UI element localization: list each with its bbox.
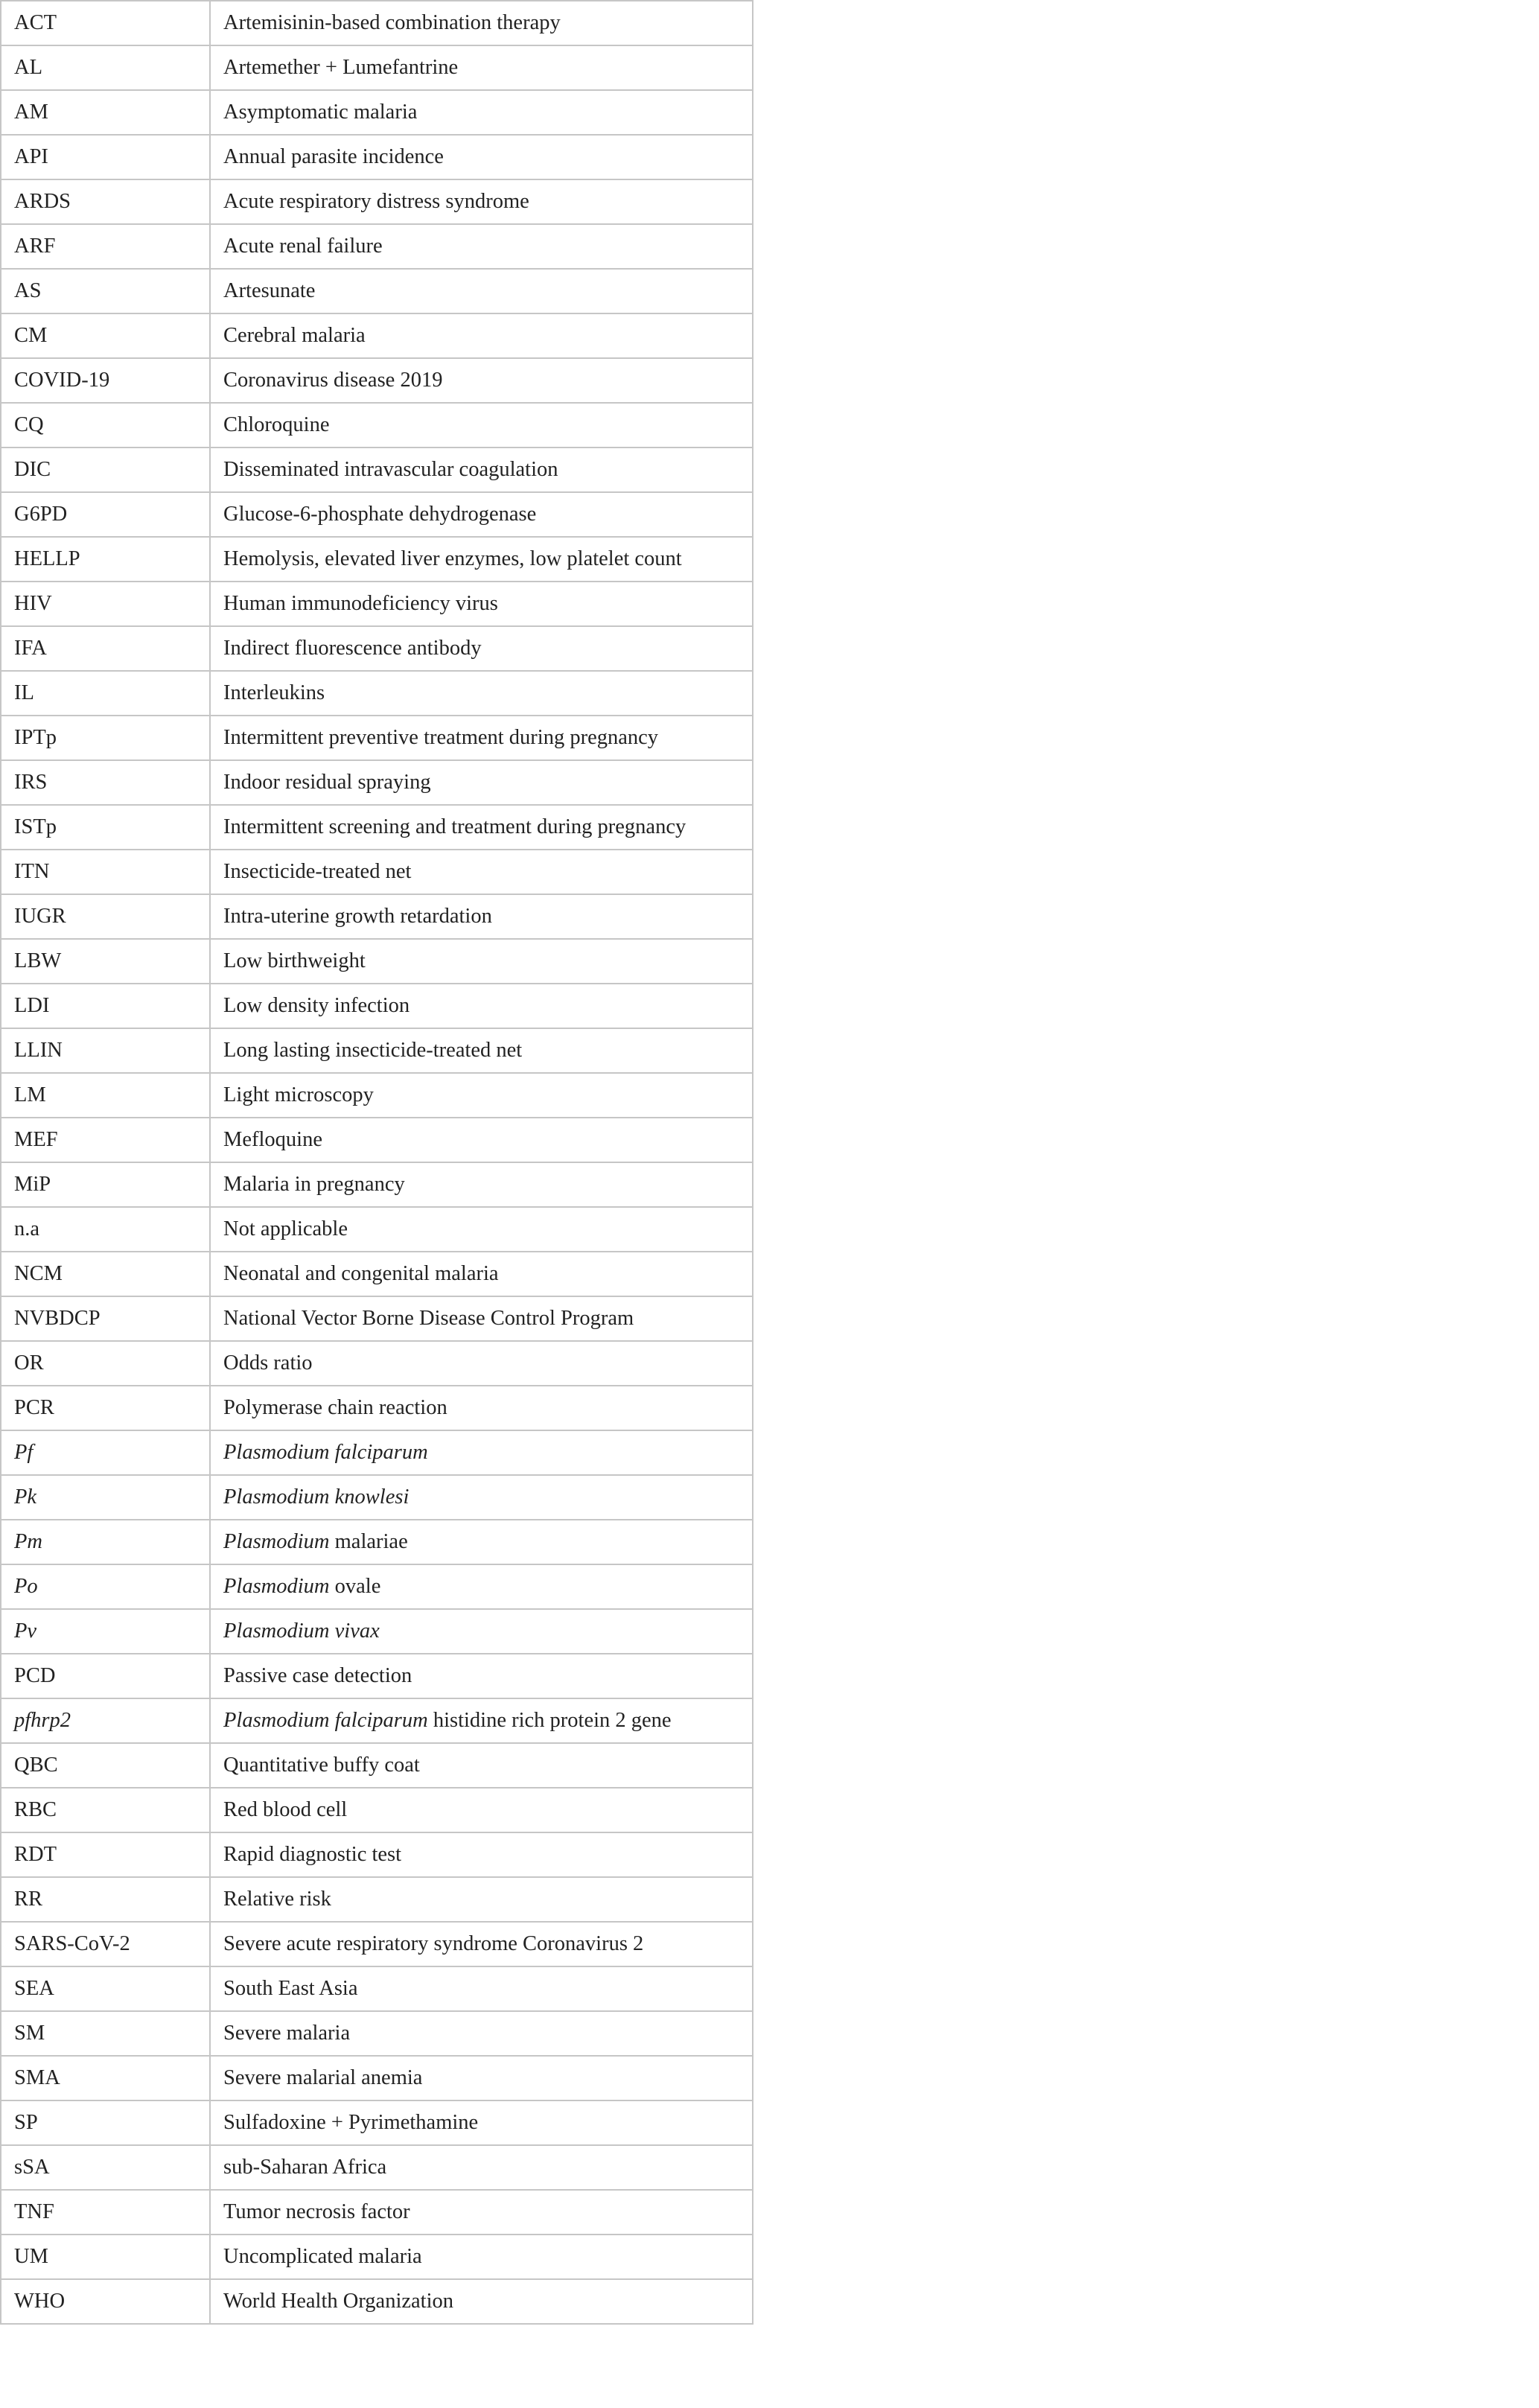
definition-cell: Indirect fluorescence antibody xyxy=(210,626,753,671)
table-row xyxy=(1,1966,753,2011)
abbreviation-cell: IPTp xyxy=(1,716,210,760)
abbreviation-cell: TNF xyxy=(1,2190,210,2235)
abbreviation-cell: SMA xyxy=(1,2056,210,2100)
table-row xyxy=(1,1877,753,1922)
definition-cell: Odds ratio xyxy=(210,1341,753,1386)
abbreviations-table-body xyxy=(1,1,753,2324)
abbreviation-cell: RDT xyxy=(1,1832,210,1877)
table-row xyxy=(1,716,753,760)
definition-cell: Cerebral malaria xyxy=(210,313,753,358)
definition-cell xyxy=(210,1609,753,1654)
definition-cell: Neonatal and congenital malaria xyxy=(210,1252,753,1296)
table-row xyxy=(1,135,753,179)
definition-cell: Polymerase chain reaction xyxy=(210,1386,753,1430)
definition-cell: Interleukins xyxy=(210,671,753,716)
abbreviation-cell: SP xyxy=(1,2100,210,2145)
table-row xyxy=(1,313,753,358)
abbreviation-text: Pm xyxy=(14,1529,42,1553)
abbreviation-cell: PCD xyxy=(1,1654,210,1698)
definition-cell: Disseminated intravascular coagulation xyxy=(210,447,753,492)
definition-cell: Severe acute respiratory syndrome Coronavirus 2 xyxy=(210,1922,753,1966)
table-row xyxy=(1,2011,753,2056)
definition-cell: Malaria in pregnancy xyxy=(210,1162,753,1207)
table-row xyxy=(1,2145,753,2190)
definition-cell xyxy=(210,1520,753,1564)
table-row xyxy=(1,626,753,671)
table-row xyxy=(1,2056,753,2100)
abbreviation-cell: MEF xyxy=(1,1118,210,1162)
table-row xyxy=(1,1028,753,1073)
definition-italic-text: Plasmodium knowlesi xyxy=(223,1485,410,1509)
abbreviation-cell: ARF xyxy=(1,224,210,269)
abbreviation-cell: AM xyxy=(1,90,210,135)
abbreviation-cell: AL xyxy=(1,45,210,90)
table-row xyxy=(1,1520,753,1564)
abbreviation-text: Pv xyxy=(14,1619,37,1643)
abbreviation-cell: LM xyxy=(1,1073,210,1118)
definition-cell xyxy=(210,1430,753,1475)
table-row xyxy=(1,1296,753,1341)
definition-text: histidine rich protein 2 gene xyxy=(427,1708,672,1732)
table-row xyxy=(1,1475,753,1520)
definition-cell: Intermittent screening and treatment during pregnancy xyxy=(210,805,753,850)
definition-text: malariae xyxy=(329,1529,408,1553)
table-row xyxy=(1,45,753,90)
abbreviation-cell: LLIN xyxy=(1,1028,210,1073)
definition-cell xyxy=(210,1475,753,1520)
definition-text: ovale xyxy=(329,1574,381,1598)
table-row xyxy=(1,984,753,1028)
table-row xyxy=(1,179,753,224)
abbreviation-cell: NVBDCP xyxy=(1,1296,210,1341)
abbreviation-cell: SEA xyxy=(1,1966,210,2011)
definition-cell: Chloroquine xyxy=(210,403,753,447)
table-row xyxy=(1,358,753,403)
table-row xyxy=(1,939,753,984)
abbreviation-text: Pf xyxy=(14,1440,34,1464)
table-row xyxy=(1,582,753,626)
definition-cell: Coronavirus disease 2019 xyxy=(210,358,753,403)
table-row xyxy=(1,2235,753,2279)
table-row xyxy=(1,2279,753,2324)
definition-italic-text: Plasmodium xyxy=(223,1529,330,1553)
abbreviation-text: Po xyxy=(14,1574,38,1598)
definition-cell: South East Asia xyxy=(210,1966,753,2011)
table-row xyxy=(1,492,753,537)
abbreviation-cell: ACT xyxy=(1,1,210,45)
definition-cell: Red blood cell xyxy=(210,1788,753,1832)
definition-italic-text: Plasmodium falciparum xyxy=(223,1440,428,1464)
table-row xyxy=(1,2190,753,2235)
definition-italic-text: Plasmodium vivax xyxy=(223,1619,380,1643)
table-row xyxy=(1,850,753,894)
table-row xyxy=(1,1,753,45)
abbreviation-cell: RR xyxy=(1,1877,210,1922)
abbreviation-cell: AS xyxy=(1,269,210,313)
abbreviation-cell: QBC xyxy=(1,1743,210,1788)
definition-cell: Light microscopy xyxy=(210,1073,753,1118)
abbreviation-cell: IFA xyxy=(1,626,210,671)
abbreviation-cell: SM xyxy=(1,2011,210,2056)
abbreviation-cell xyxy=(1,1430,210,1475)
table-row xyxy=(1,1252,753,1296)
abbreviation-cell: ISTp xyxy=(1,805,210,850)
table-row xyxy=(1,894,753,939)
abbreviation-cell: LBW xyxy=(1,939,210,984)
definition-cell: Artemether + Lumefantrine xyxy=(210,45,753,90)
abbreviation-cell xyxy=(1,1698,210,1743)
definition-cell: Uncomplicated malaria xyxy=(210,2235,753,2279)
definition-cell: World Health Organization xyxy=(210,2279,753,2324)
abbreviation-cell: IL xyxy=(1,671,210,716)
definition-cell: Asymptomatic malaria xyxy=(210,90,753,135)
definition-cell: sub-Saharan Africa xyxy=(210,2145,753,2190)
definition-italic-text: Plasmodium xyxy=(223,1574,330,1598)
definition-cell: Tumor necrosis factor xyxy=(210,2190,753,2235)
table-row xyxy=(1,90,753,135)
table-row xyxy=(1,1698,753,1743)
abbreviation-cell: HELLP xyxy=(1,537,210,582)
table-row xyxy=(1,1788,753,1832)
definition-cell: Rapid diagnostic test xyxy=(210,1832,753,1877)
abbreviation-cell: DIC xyxy=(1,447,210,492)
definition-cell: National Vector Borne Disease Control Program xyxy=(210,1296,753,1341)
table-row xyxy=(1,1430,753,1475)
abbreviation-cell: HIV xyxy=(1,582,210,626)
table-row xyxy=(1,1341,753,1386)
definition-cell: Mefloquine xyxy=(210,1118,753,1162)
table-row xyxy=(1,537,753,582)
abbreviation-cell xyxy=(1,1609,210,1654)
abbreviation-cell: sSA xyxy=(1,2145,210,2190)
definition-cell: Acute respiratory distress syndrome xyxy=(210,179,753,224)
abbreviation-cell: COVID-19 xyxy=(1,358,210,403)
table-row xyxy=(1,1743,753,1788)
abbreviation-cell: WHO xyxy=(1,2279,210,2324)
definition-italic-text: Plasmodium falciparum xyxy=(223,1708,428,1732)
abbreviation-cell: OR xyxy=(1,1341,210,1386)
definition-cell: Severe malarial anemia xyxy=(210,2056,753,2100)
definition-cell: Hemolysis, elevated liver enzymes, low platelet count xyxy=(210,537,753,582)
definition-cell: Indoor residual spraying xyxy=(210,760,753,805)
table-row xyxy=(1,1073,753,1118)
abbreviation-cell: MiP xyxy=(1,1162,210,1207)
definition-cell: Long lasting insecticide-treated net xyxy=(210,1028,753,1073)
table-row xyxy=(1,760,753,805)
table-row xyxy=(1,2100,753,2145)
definition-cell: Artemisinin-based combination therapy xyxy=(210,1,753,45)
definition-cell: Relative risk xyxy=(210,1877,753,1922)
abbreviations-table xyxy=(0,0,753,2325)
table-row xyxy=(1,1609,753,1654)
definition-cell: Insecticide-treated net xyxy=(210,850,753,894)
abbreviation-cell: ARDS xyxy=(1,179,210,224)
abbreviation-text: pfhrp2 xyxy=(14,1708,71,1732)
abbreviation-cell: IRS xyxy=(1,760,210,805)
definition-cell: Artesunate xyxy=(210,269,753,313)
table-row xyxy=(1,671,753,716)
table-row xyxy=(1,1922,753,1966)
abbreviation-cell: CM xyxy=(1,313,210,358)
abbreviation-cell: UM xyxy=(1,2235,210,2279)
definition-cell xyxy=(210,1698,753,1743)
table-row xyxy=(1,224,753,269)
definition-cell: Low density infection xyxy=(210,984,753,1028)
table-row xyxy=(1,1207,753,1252)
definition-cell: Not applicable xyxy=(210,1207,753,1252)
definition-cell: Severe malaria xyxy=(210,2011,753,2056)
abbreviation-cell: RBC xyxy=(1,1788,210,1832)
abbreviation-cell: CQ xyxy=(1,403,210,447)
abbreviation-cell: PCR xyxy=(1,1386,210,1430)
abbreviation-text: Pk xyxy=(14,1485,37,1509)
abbreviation-cell xyxy=(1,1564,210,1609)
abbreviation-cell: SARS-CoV-2 xyxy=(1,1922,210,1966)
abbreviation-cell: ITN xyxy=(1,850,210,894)
table-row xyxy=(1,1386,753,1430)
definition-cell: Intra-uterine growth retardation xyxy=(210,894,753,939)
definition-cell: Passive case detection xyxy=(210,1654,753,1698)
definition-cell: Low birthweight xyxy=(210,939,753,984)
definition-cell: Acute renal failure xyxy=(210,224,753,269)
definition-cell xyxy=(210,1564,753,1609)
abbreviation-cell: NCM xyxy=(1,1252,210,1296)
definition-cell: Sulfadoxine + Pyrimethamine xyxy=(210,2100,753,2145)
table-row xyxy=(1,805,753,850)
table-row xyxy=(1,1832,753,1877)
table-row xyxy=(1,1118,753,1162)
abbreviation-cell xyxy=(1,1475,210,1520)
table-row xyxy=(1,269,753,313)
table-row xyxy=(1,1564,753,1609)
abbreviation-cell: G6PD xyxy=(1,492,210,537)
abbreviation-cell: n.a xyxy=(1,1207,210,1252)
definition-cell: Intermittent preventive treatment during pregnancy xyxy=(210,716,753,760)
table-row xyxy=(1,403,753,447)
table-row xyxy=(1,1654,753,1698)
abbreviation-cell: API xyxy=(1,135,210,179)
definition-cell: Glucose-6-phosphate dehydrogenase xyxy=(210,492,753,537)
abbreviation-cell: IUGR xyxy=(1,894,210,939)
definition-cell: Annual parasite incidence xyxy=(210,135,753,179)
abbreviation-cell xyxy=(1,1520,210,1564)
definition-cell: Quantitative buffy coat xyxy=(210,1743,753,1788)
definition-cell: Human immunodeficiency virus xyxy=(210,582,753,626)
table-row xyxy=(1,447,753,492)
abbreviation-cell: LDI xyxy=(1,984,210,1028)
table-row xyxy=(1,1162,753,1207)
